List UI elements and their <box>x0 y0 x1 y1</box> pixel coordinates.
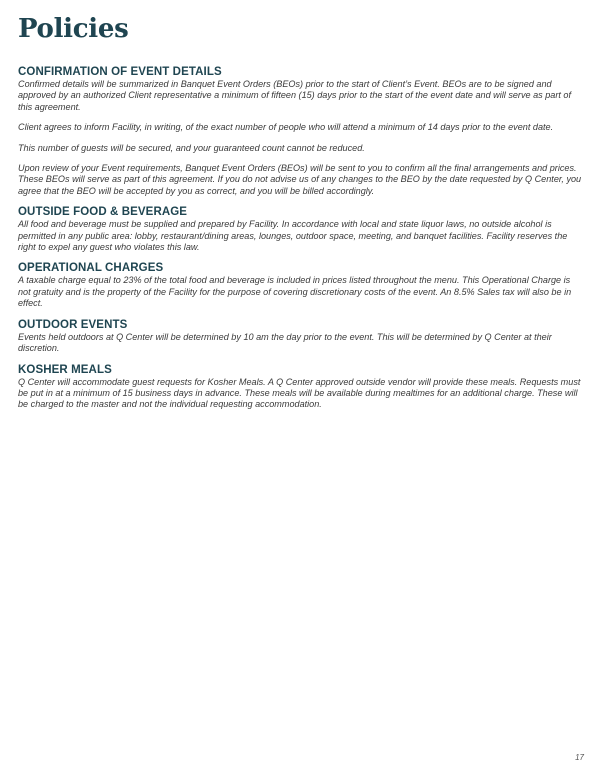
section-heading: CONFIRMATION OF EVENT DETAILS <box>18 66 222 78</box>
section-confirmation-of-event-details <box>18 65 584 197</box>
section-paragraph: Events held outdoors at Q Center will be determined by 10 am the day prior to the event. This will be determined by Q Center at their discretion. <box>18 331 552 354</box>
section-heading: OUTDOOR EVENTS <box>18 318 128 331</box>
section-outside-food-beverage <box>18 205 584 253</box>
section-paragraph: Confirmed details will be summarized in Banquet Event Orders (BEOs) prior to the start of Client’s Event. BEOs are to be signed and approved by an authorized Client representative a minimum of fifteen (15) days prior to the start of the event date and will serve as part of this agreement. <box>18 79 571 112</box>
section-heading: OPERATIONAL CHARGES <box>18 262 164 275</box>
policies-content <box>18 65 584 411</box>
section-heading: KOSHER MEALS <box>18 363 112 376</box>
section-heading: OUTSIDE FOOD & BEVERAGE <box>18 206 188 219</box>
section-paragraph: All food and beverage must be supplied and prepared by Facility. In accordance with local and state liquor laws, no outside alcohol is permitted in any public area: lobby, restaurant/dining areas, lounges, outdoor space, meeting, and banquet facilities. Facility reserves the right to expel any guest who violates this law. <box>18 219 568 253</box>
page-number: 17 <box>575 753 584 762</box>
section-paragraph: This number of guests will be secured, and your guaranteed count cannot be reduced. <box>18 142 365 153</box>
section-outdoor-events <box>18 318 584 355</box>
section-paragraph: Q Center will accommodate guest requests for Kosher Meals. A Q Center approved outside vendor will provide these meals. Requests must be put in at a minimum of 15 business days in advance. These meals will be available during mealtimes for an additional charge. These will be charged to the master and not the individual requesting accommodation. <box>18 376 581 410</box>
section-paragraph: A taxable charge equal to 23% of the total food and beverage is included in prices listed throughout the menu. This Operational Charge is not gratuity and is the property of the Facility for the purpose of covering discretionary costs of the event. An 8.5% Sales tax will also be in effect. <box>18 275 572 309</box>
section-paragraph: Client agrees to inform Facility, in writing, of the exact number of people who will attend a minimum of 14 days prior to the event date. <box>18 122 554 133</box>
section-operational-charges <box>18 261 584 309</box>
section-paragraph: Upon review of your Event requirements, Banquet Event Orders (BEOs) will be sent to you to confirm all the final arrangements and prices. These BEOs will serve as part of this agreement. If you do not advise us of any changes to the BEO by the date requested by Q Center, you agree that the BEO will be accepted by you as correct, and you will be billed accordingly. <box>18 163 582 196</box>
section-kosher-meals <box>18 363 584 411</box>
page-title: Policies <box>18 14 129 44</box>
